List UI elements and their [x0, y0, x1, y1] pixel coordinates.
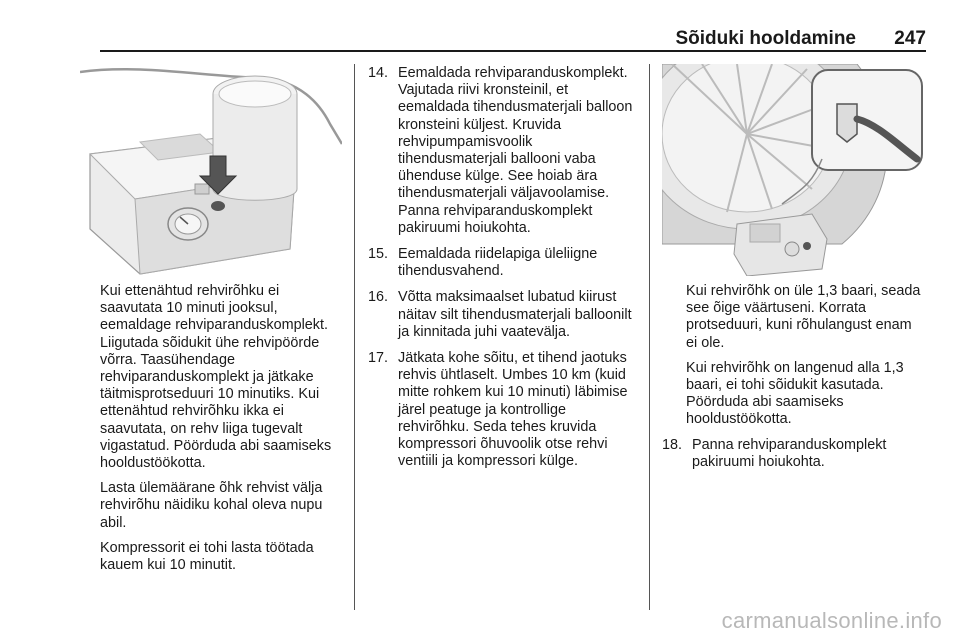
- column-divider-1: [354, 64, 355, 610]
- step-text: Võtta maksimaalset lubatud kiirust näitav silt tihendusmaterjali balloonilt ja kinnitada juhi vaatevälja.: [398, 289, 632, 340]
- column-divider-2: [649, 64, 650, 610]
- right-column: [662, 283, 926, 480]
- watermark: carmanualsonline.info: [721, 608, 942, 633]
- step-text: Jätkata kohe sõitu, et tihend jaotuks rehvis ühtlaselt. Umbes 10 km (kuid mitte rohkem kui 10 minuti) läbimise järel peatuge ja kontrollige rehvirõhku. Seda tehes kruvida kompressori õhuvoolik otse rehvi ventiili ja kompressori külge.: [398, 350, 628, 470]
- step-text: Eemaldada rehviparanduskomplekt. Vajutada riivi kronsteinil, et eemaldada tihendusmaterjali balloon kronsteini küljest. Kruvida rehvipumpamisvoolik tihendusmaterjali ballooni vaba ühenduse külge. See hoiab ära tihendusmaterjali väljavoolamise. Panna rehviparanduskomplekt pakiruumi hoiukohta.: [398, 65, 633, 236]
- middle-column: [368, 65, 640, 479]
- step-item: [368, 65, 640, 237]
- step-item: [368, 350, 640, 470]
- paragraph: Kui rehvirõhk on üle 1,3 baari, seada see õige väärtuseni. Korrata protseduuri, kuni rõhulangust enam ei ole.: [686, 283, 921, 351]
- step-number: 14.: [368, 65, 389, 81]
- page-header: [100, 28, 926, 52]
- step-item: [368, 246, 640, 280]
- paragraph: Kompressorit ei tohi lasta töötada kauem kui 10 minutit.: [100, 539, 314, 574]
- step-number: 17.: [368, 350, 389, 367]
- step-text: Eemaldada riidelapiga üleliigne tihendusvahend.: [398, 246, 598, 280]
- wheel-compressor-illustration: [662, 64, 926, 276]
- compressor-illustration: [80, 64, 342, 276]
- step-number: 16.: [368, 289, 389, 306]
- paragraph: Kui rehvirõhk on langenud alla 1,3 baari, ei tohi sõidukit kasutada. Pöörduda abi saamiseks hooldustöökotta.: [686, 359, 904, 428]
- paragraph: Kui ettenähtud rehvirõhku ei saavutata 10 minuti jooksul, eemaldage rehviparanduskomplekt. Liigutada sõidukit ühe rehvipöörde võrra. Taasühendage rehviparanduskomplekt ja jätkake täitmisprotseduuri 10 minutiks. Kui ettenähtud rehvirõhku ikka ei saavutata, on rehv liiga tugevalt vigastatud. Pöörduda abi saamiseks hooldustöökotta.: [100, 283, 332, 472]
- paragraph: Lasta ülemäärane õhk rehvist välja rehvirõhu näidiku kohal oleva nupu abil.: [100, 480, 323, 531]
- step-text: Panna rehviparanduskomplekt pakiruumi hoiukohta.: [692, 436, 887, 470]
- page-number: 247: [894, 28, 926, 49]
- step-number: 15.: [368, 246, 389, 263]
- section-title: Sõiduki hooldamine: [675, 28, 856, 49]
- step-item: [368, 289, 640, 341]
- left-column: [100, 283, 345, 582]
- step-number: 18.: [662, 436, 683, 453]
- step-item: [662, 437, 926, 471]
